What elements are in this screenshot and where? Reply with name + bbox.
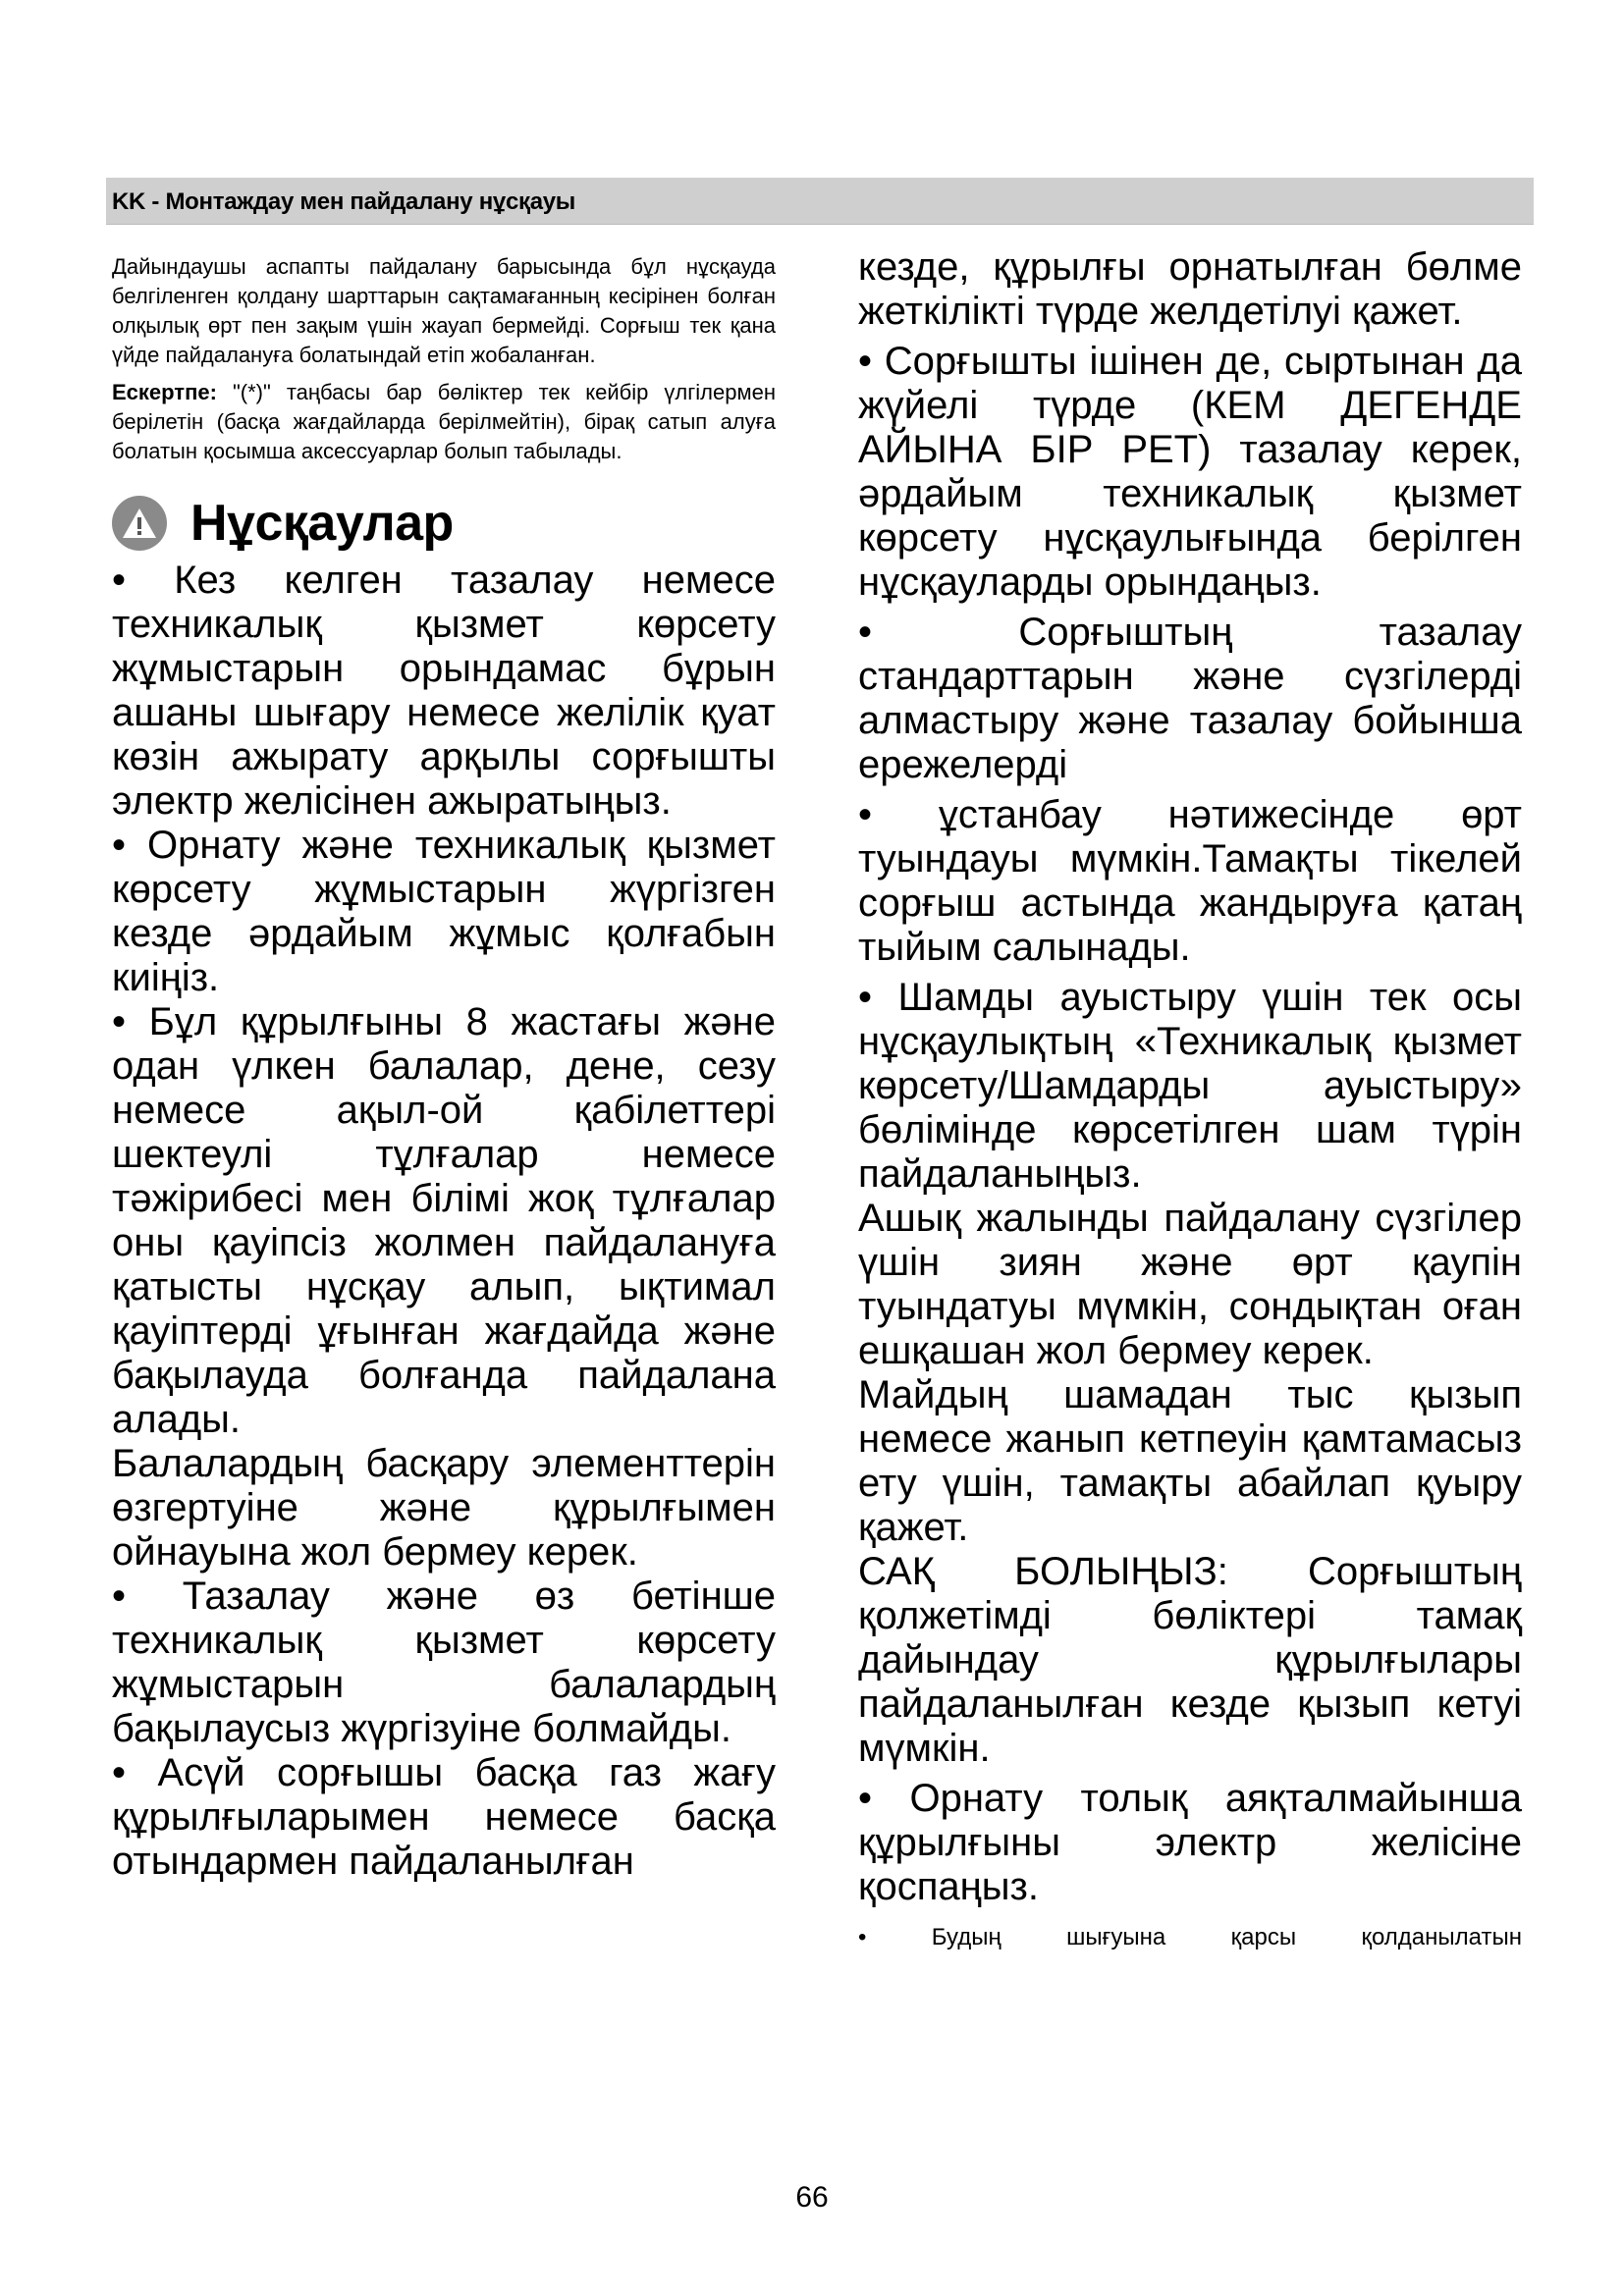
last-line-word: Будың [931,1924,1001,1950]
section-title [112,488,776,559]
right-paragraph: • Шамды ауыстыру үшін тек осы нұсқаулықтың «Техникалық қызмет көрсету/Шамдарды ауыстыру» бөлімінде көрсетілген шам түрін пайдаланыңыз. [858,976,1522,1196]
last-line-word: қолданылатын [1361,1924,1522,1950]
left-paragraph: • Бұл құрылғыны 8 жастағы және одан үлкен балалар, дене, сезу немесе ақыл-ой қабілеттері шектеулі тұлғалар немесе тәжірибесі мен білімі жоқ тұлғалар оны қауіпсіз жолмен пайдалануға қатысты нұсқау алып, ықтимал қауіптерді ұғынған жағдайда және бақылауда болғанда пайдалана алады. [112,1000,776,1441]
right-paragraph: • Сорғышты ішінен де, сыртынан да жүйелі түрде (КЕМ ДЕГЕНДЕ АЙЫНА БІР РЕТ) тазалау керек, әрдайым техникалық қызмет көрсету нұсқаулығында берілген нұсқауларды орындаңыз. [858,340,1522,604]
note-paragraph [112,378,776,466]
right-column [858,245,1522,1952]
right-paragraph: • Сорғыштың тазалау стандарттарын және сүзгілерді алмастыру және тазалау бойынша ережелерді [858,611,1522,786]
section-heading: Нұсқаулар [190,495,454,552]
last-line [858,1923,1522,1952]
right-paragraph: кезде, құрылғы орнатылған бөлме жеткілікті түрде желдетілуі қажет. [858,245,1522,333]
last-line-word: шығуына [1066,1924,1166,1950]
page-number: 66 [795,2181,829,2214]
last-line-word: қарсы [1230,1924,1297,1950]
header-bar [106,178,1534,225]
right-paragraph: Ашық жалынды пайдалану сүзгілер үшін зиян және өрт қаупін туындатуы мүмкін, сондықтан оған ешқашан жол бермеу керек. [858,1197,1522,1372]
left-paragraph: • Орнату және техникалық қызмет көрсету жұмыстарын жүргізген кезде әрдайым жұмыс қолғабын киіңіз. [112,824,776,999]
right-paragraph: Майдың шамадан тыс қызып немесе жанып кетпеуін қамтамасыз ету үшін, тамақты абайлап қуыру қажет. [858,1373,1522,1549]
right-paragraph: • Орнату толық аяқталмайынша құрылғыны электр желісіне қоспаңыз. [858,1777,1522,1908]
header-title: KK - Монтаждау мен пайдалану нұсқауы [112,188,576,215]
left-column [112,252,776,1884]
left-paragraph: • Кез келген тазалау немесе техникалық қызмет көрсету жұмыстарын орындамас бұрын ашаны шығару немесе желілік қуат көзін ажырату арқылы сорғышты электр желісінен ажыратыңыз. [112,559,776,823]
left-paragraph: • Тазалау және өз бетінше техникалық қызмет көрсету жұмыстарын балалардың бақылаусыз жүргізуіне болмайды. [112,1575,776,1750]
left-paragraph: • Асүй сорғышы басқа газ жағу құрылғыларымен немесе басқа отындармен пайдаланылған [112,1751,776,1883]
last-line-word: • [858,1924,867,1950]
right-paragraph: • ұстанбау нәтижесінде өрт туындауы мүмкін.Тамақты тікелей сорғыш астында жандыруға қатаң тыйым салынады. [858,793,1522,969]
right-paragraph: САҚ БОЛЫҢЫЗ: Сорғыштың қолжетімді бөліктері тамақ дайындау құрылғылары пайдаланылған кезде қызып кетуі мүмкін. [858,1550,1522,1770]
note-label: Ескертпе: [112,380,217,404]
note-text: "(*)" таңбасы бар бөліктер тек кейбір үлгілермен берілетін (басқа жағдайларда берілмейтін), бірақ сатып алуға болатын қосымша аксессуарлар болып табылады. [112,380,776,463]
left-paragraph: Балалардың басқару элементтерін өзгертуіне және құрылғымен ойнауына жол бермеу керек. [112,1442,776,1574]
warning-icon [112,496,167,551]
intro-paragraph: Дайындаушы аспапты пайдалану барысында бұл нұсқауда белгіленген қолдану шарттарын сақтамағанның кесірінен болған олқылық өрт пен зақым үшін жауап бермейді. Сорғыш тек қана үйде пайдалануға болатындай етіп жобаланған. [112,254,776,367]
